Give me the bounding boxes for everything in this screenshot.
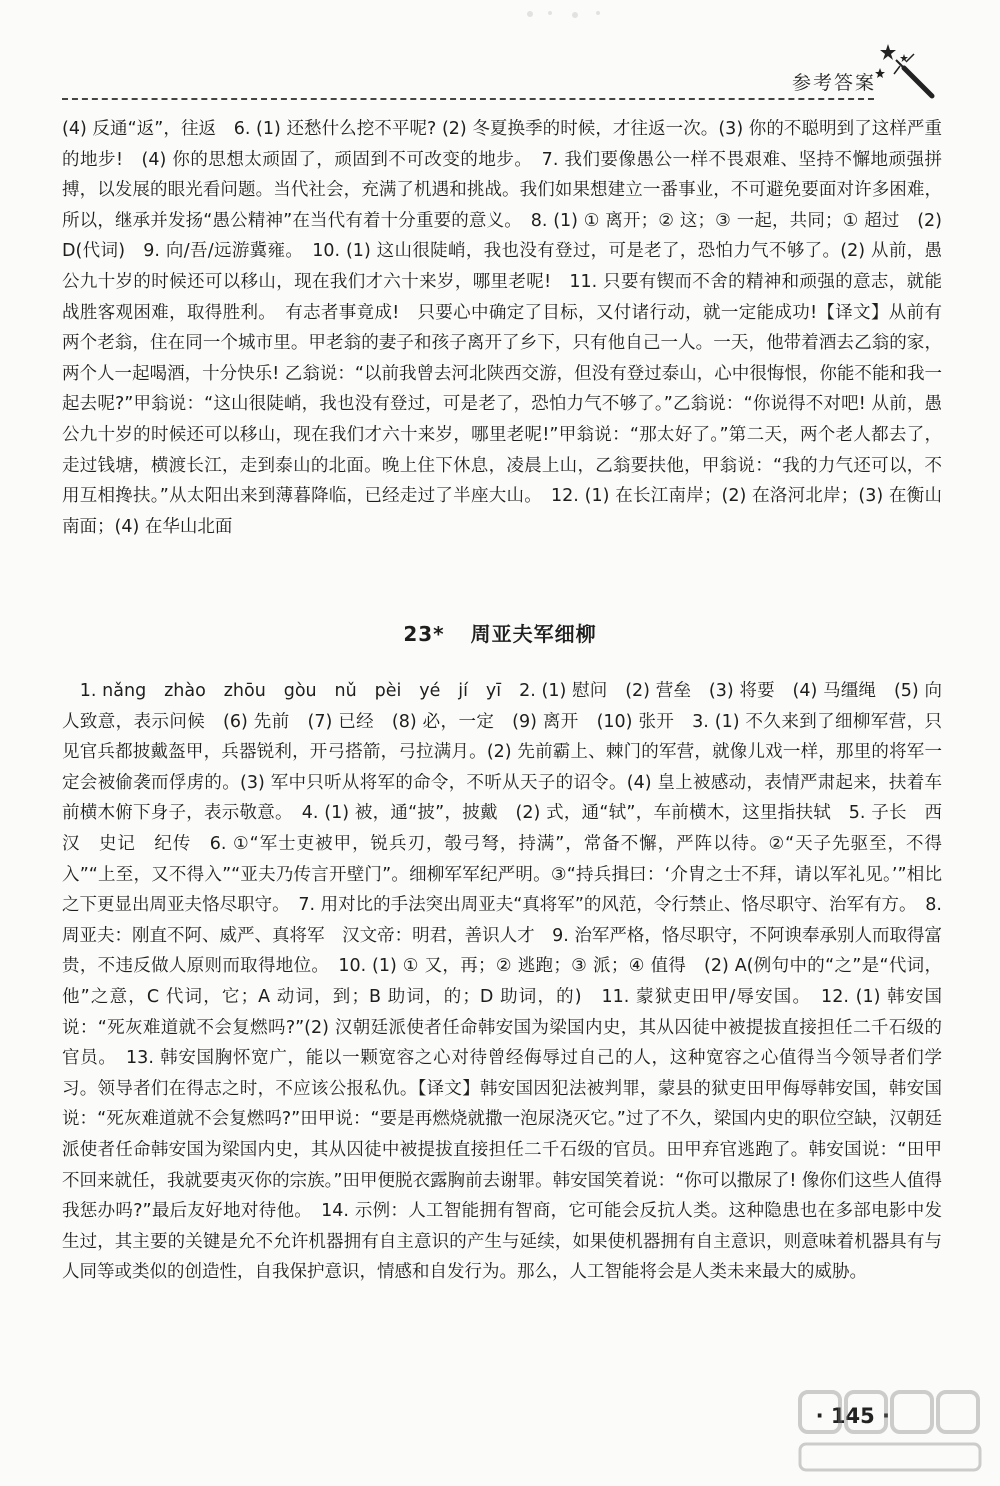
section-number: 23*	[403, 622, 445, 646]
header-title: 参考答案	[791, 72, 876, 94]
page-header	[62, 40, 938, 100]
watermark-logo	[796, 1388, 986, 1476]
stars-wand-icon	[874, 40, 938, 102]
section-title-text: 周亚夫军细柳	[470, 622, 597, 646]
scan-smudge	[520, 6, 610, 20]
section-heading	[0, 618, 1000, 647]
page-number: · 145 ·	[815, 1404, 890, 1428]
answer-paragraph-23: 1. nǎng zhào zhōu gòu nǔ pèi yé jí yī 2. (1) 慰问 (2) 营垒 (3) 将要 (4) 马缰绳 (5) 向人致意，表示问候 (6) 先前 (7) 已经 (8) 必，一定 (9) 离开 (10) 张开 3. (1) 不久来到了细柳军营，只见官兵都披戴盔甲，兵器锐利，开弓搭箭，弓拉满月。(2) 先前霸上、棘门的军营，就像儿戏一样，那里的将军一定会被偷袭而俘虏的。(3) 军中只听从将军的命令，不听从天子的诏令。(4) 皇上被感动，表情严肃起来，扶着车前横木俯下身子，表示敬意。 4. (1) 被，通“披”，披戴 (2) 式，通“轼”，车前横木，这里指扶轼 5. 子长 西汉 史记 纪传 6. ①“军士吏被甲，锐兵刃，彀弓弩，持满”，常备不懈，严阵以待。②“天子先驱至，不得入”“上至，又不得入”“亚夫乃传言开壁门”。细柳军军纪严明。③“持兵揖曰：‘介胄之士不拜，请以军礼见。’”相比之下更显出周亚夫恪尽职守。 7. 用对比的手法突出周亚夫“真将军”的风范，令行禁止、恪尽职守、治军有方。 8. 周亚夫：刚直不阿、威严、真将军 汉文帝：明君，善识人才 9. 治军严格，恪尽职守，不阿谀奉承别人而取得富贵，不违反做人原则而取得地位。 10. (1) ① 又，再；② 逃跑；③ 派；④ 值得 (2) A(例句中的“之”是“代词，他”之意，C 代词，它；A 动词，到；B 助词，的；D 助词，的) 11. 蒙狱吏田甲/辱安国。 12. (1) 韩安国说：“死灰难道就不会复燃吗?”(2) 汉朝廷派使者任命韩安国为梁国内史，其从囚徒中被提拔直接担任二千石级的官员。 13. 韩安国胸怀宽广，能以一颗宽容之心对待曾经侮辱过自己的人，这种宽容之心值得当今领导者们学习。领导者们在得志之时，不应该公报私仇。【译文】韩安国因犯法被判罪，蒙县的狱吏田甲侮辱韩安国，韩安国说：“死灰难道就不会复燃吗?”田甲说：“要是再燃烧就撒一泡尿浇灭它。”过了不久，梁国内史的职位空缺，汉朝廷派使者任命韩安国为梁国内史，其从囚徒中被提拔直接担任二千石级的官员。田甲弃官逃跑了。韩安国说：“田甲不回来就任，我就要夷灭你的宗族。”田甲便脱衣露胸前去谢罪。韩安国笑着说：“你可以撒尿了! 像你们这些人值得我惩办吗?”最后友好地对待他。 14. 示例：人工智能拥有智商，它可能会反抗人类。这种隐患也在多部电影中发生过，其主要的关键是允不允许机器拥有自主意识的产生与延续，如果使机器拥有自主意识，则意味着机器具有与人同等或类似的创造性，自我保护意识，情感和自发行为。那么，人工智能将会是人类未来最大的威胁。	[62, 681, 948, 1283]
answer-paragraph-22: (4) 反通“返”，往返 6. (1) 还愁什么挖不平呢? (2) 冬夏换季的时候，才往返一次。(3) 你的不聪明到了这样严重的地步! (4) 你的思想太顽固了，顽固到不可改变的地步。 7. 我们要像愚公一样不畏艰难、坚持不懈地顽强拼搏，以发展的眼光看问题。当代社会，充满了机遇和挑战。我们如果想建立一番事业，不可避免要面对许多困难，所以，继承并发扬“愚公精神”在当代有着十分重要的意义。 8. (1) ① 离开；② 这；③ 一起，共同；① 超过 (2) D(代词) 9. 向/吾/远游冀雍。 10. (1) 这山很陡峭，我也没有登过，可是老了，恐怕力气不够了。(2) 从前，愚公九十岁的时候还可以移山，现在我们才六十来岁，哪里老呢! 11. 只要有锲而不舍的精神和顽强的意志，就能战胜客观困难，取得胜利。 有志者事竟成! 只要心中确定了目标，又付诸行动，就一定能成功!【译文】从前有两个老翁，住在同一个城市里。甲老翁的妻子和孩子离开了乡下，只有他自己一人。一天，他带着酒去乙翁的家，两个人一起喝酒，十分快乐! 乙翁说：“以前我曾去河北陕西交游，但没有登过泰山，心中很悔恨，你能不能和我一起去呢?”甲翁说：“这山很陡峭，我也没有登过，可是老了，恐怕力气不够了。”乙翁说：“你说得不对吧! 从前，愚公九十岁的时候还可以移山，现在我们才六十来岁，哪里老呢!”甲翁说：“那太好了。”第二天，两个老人都去了，走过钱塘，横渡长江，走到泰山的北面。晚上住下休息，凌晨上山，乙翁要扶他，甲翁说：“我的力气还可以，不用互相搀扶。”从太阳出来到薄暮降临，已经走过了半座大山。 12. (1) 在长江南岸；(2) 在洛河北岸；(3) 在衡山南面；(4) 在华山北面	[62, 119, 948, 537]
header-dashed-rule	[62, 98, 874, 100]
